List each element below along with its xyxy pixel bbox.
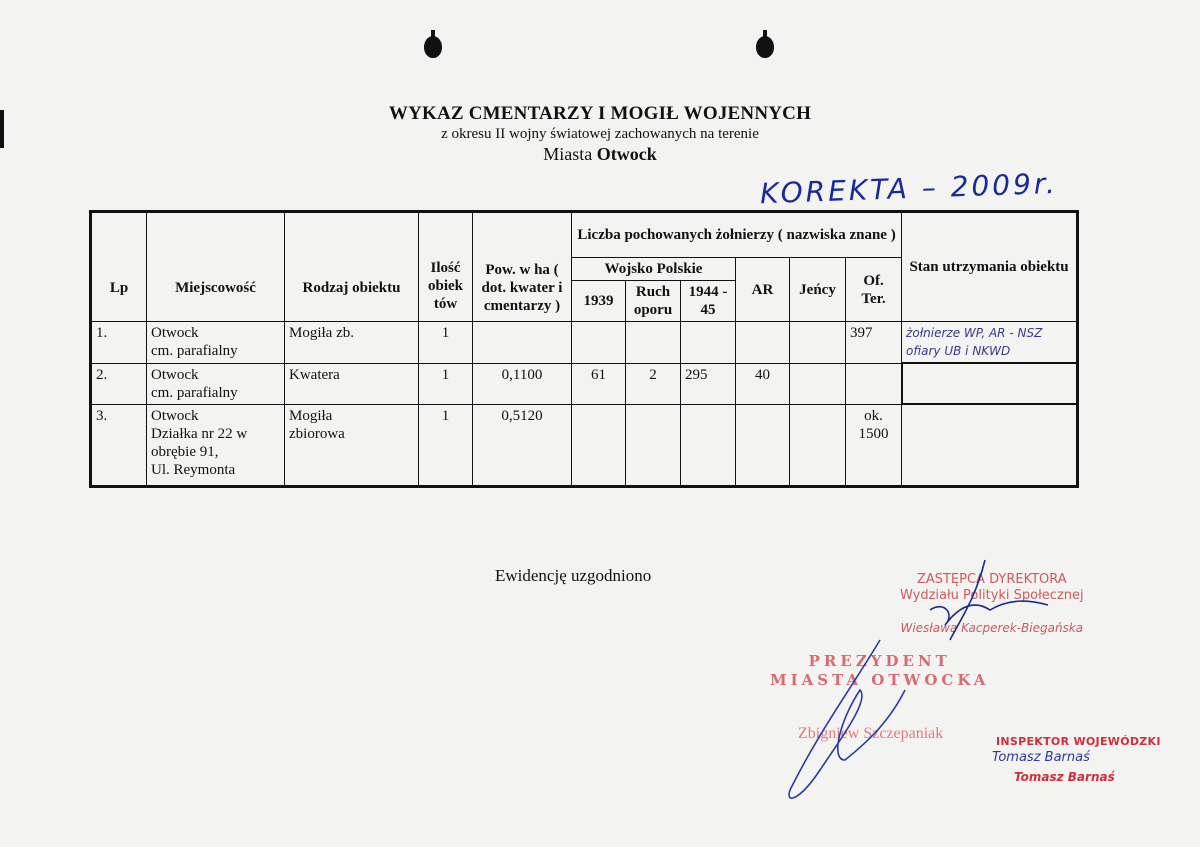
header-wojsko-polskie: Wojsko Polskie (572, 258, 736, 281)
cell-lp: 3. (91, 404, 147, 486)
table-row (91, 404, 1078, 486)
cell-lp: 1. (91, 322, 147, 364)
header-1944-45: 1944 - 45 (681, 281, 736, 322)
cell-pow: 0,1100 (473, 363, 572, 404)
cell-ar (736, 322, 790, 364)
cell-rodzaj: Kwatera (285, 363, 419, 404)
cell-ruch-oporu (626, 404, 681, 486)
cell-1944-45 (681, 404, 736, 486)
header-jency: Jeńcy (790, 258, 846, 322)
cell-rodzaj: Mogiła zb. (285, 322, 419, 364)
header-powierzchnia: Pow. w ha ( dot. kwater i cmentarzy ) (473, 212, 572, 322)
header-ilosc-obiektow: Ilość obiek tów (419, 212, 473, 322)
document-header (300, 103, 900, 165)
punch-hole-right (756, 36, 774, 58)
document-subtitle: z okresu II wojny światowej zachowanych na terenie (441, 126, 759, 142)
cell-stan (902, 322, 1078, 364)
deputy-director-stamp (900, 572, 1084, 636)
cell-of-ter: ok. 1500 (846, 404, 902, 486)
cell-jency (790, 322, 846, 364)
header-1939: 1939 (572, 281, 626, 322)
cell-1939 (572, 322, 626, 364)
cell-rodzaj: Mogiła zbiorowa (285, 404, 419, 486)
handwritten-note-line: ofiary UB i NKWD (906, 344, 1011, 358)
cell-ilosc: 1 (419, 322, 473, 364)
inspector-stamp: INSPEKTOR WOJEWÓDZKI (996, 735, 1161, 748)
cell-pow: 0,5120 (473, 404, 572, 486)
cell-stan (902, 363, 1078, 404)
cell-1939 (572, 404, 626, 486)
cell-miejscowosc: Otwock cm. parafialny (147, 322, 285, 364)
cell-lp: 2. (91, 363, 147, 404)
cell-miejscowosc: Otwock Działka nr 22 w obrębie 91, Ul. Reymonta (147, 404, 285, 486)
stamp-line: ZASTĘPCA DYREKTORA (916, 572, 1067, 587)
document-title: WYKAZ CMENTARZY I MOGIŁ WOJENNYCH (388, 103, 812, 124)
document-city-line (300, 144, 900, 165)
cell-ilosc: 1 (419, 363, 473, 404)
handwritten-note-line: żołnierze WP, AR - NSZ (906, 326, 1043, 340)
header-liczba-pochowanych: Liczba pochowanych żołnierzy ( nazwiska znane ) (572, 212, 902, 258)
cell-jency (790, 404, 846, 486)
header-miejscowosc: Miejscowość (147, 212, 285, 322)
header-lp: Lp (91, 212, 147, 322)
cell-ar (736, 404, 790, 486)
header-ruch-oporu: Ruch oporu (626, 281, 681, 322)
header-ar: AR (736, 258, 790, 322)
cell-ar: 40 (736, 363, 790, 404)
page-edge-mark (0, 110, 4, 148)
cell-miejscowosc: Otwock cm. parafialny (147, 363, 285, 404)
mayor-name: Zbigniew Szczepaniak (798, 725, 944, 742)
cell-jency (790, 363, 846, 404)
table-row (91, 322, 1078, 364)
city-prefix: Miasta (543, 144, 593, 164)
cell-1944-45: 295 (681, 363, 736, 404)
table-row (91, 363, 1078, 404)
stamp-line: PREZYDENT (808, 652, 951, 670)
cell-ilosc: 1 (419, 404, 473, 486)
cell-stan (902, 404, 1078, 486)
mayor-stamp (770, 652, 989, 690)
inspector-signature-text: Tomasz Barnaś (992, 750, 1090, 765)
cell-of-ter (846, 363, 902, 404)
stamp-name: Wiesława Kacperek-Biegańska (900, 621, 1084, 635)
cell-ruch-oporu (626, 322, 681, 364)
city-name: Otwock (596, 144, 657, 164)
approval-note: Ewidencję uzgodniono (495, 566, 652, 585)
header-rodzaj-obiektu: Rodzaj obiektu (285, 212, 419, 322)
header-stan-utrzymania: Stan utrzymania obiektu (902, 212, 1078, 322)
handwritten-correction: KOREKTA – 2009r. (759, 166, 1059, 211)
stamp-line: Wydziału Polityki Społecznej (900, 588, 1084, 603)
cell-ruch-oporu: 2 (626, 363, 681, 404)
cell-of-ter: 397 (846, 322, 902, 364)
punch-hole-left (424, 36, 442, 58)
cell-pow (473, 322, 572, 364)
cell-1939: 61 (572, 363, 626, 404)
stamp-line: MIASTA OTWOCKA (770, 671, 990, 689)
cemetery-table (89, 210, 1079, 488)
inspector-name: Tomasz Barnaś (1014, 770, 1115, 784)
cell-1944-45 (681, 322, 736, 364)
header-of-ter: Of. Ter. (846, 258, 902, 322)
